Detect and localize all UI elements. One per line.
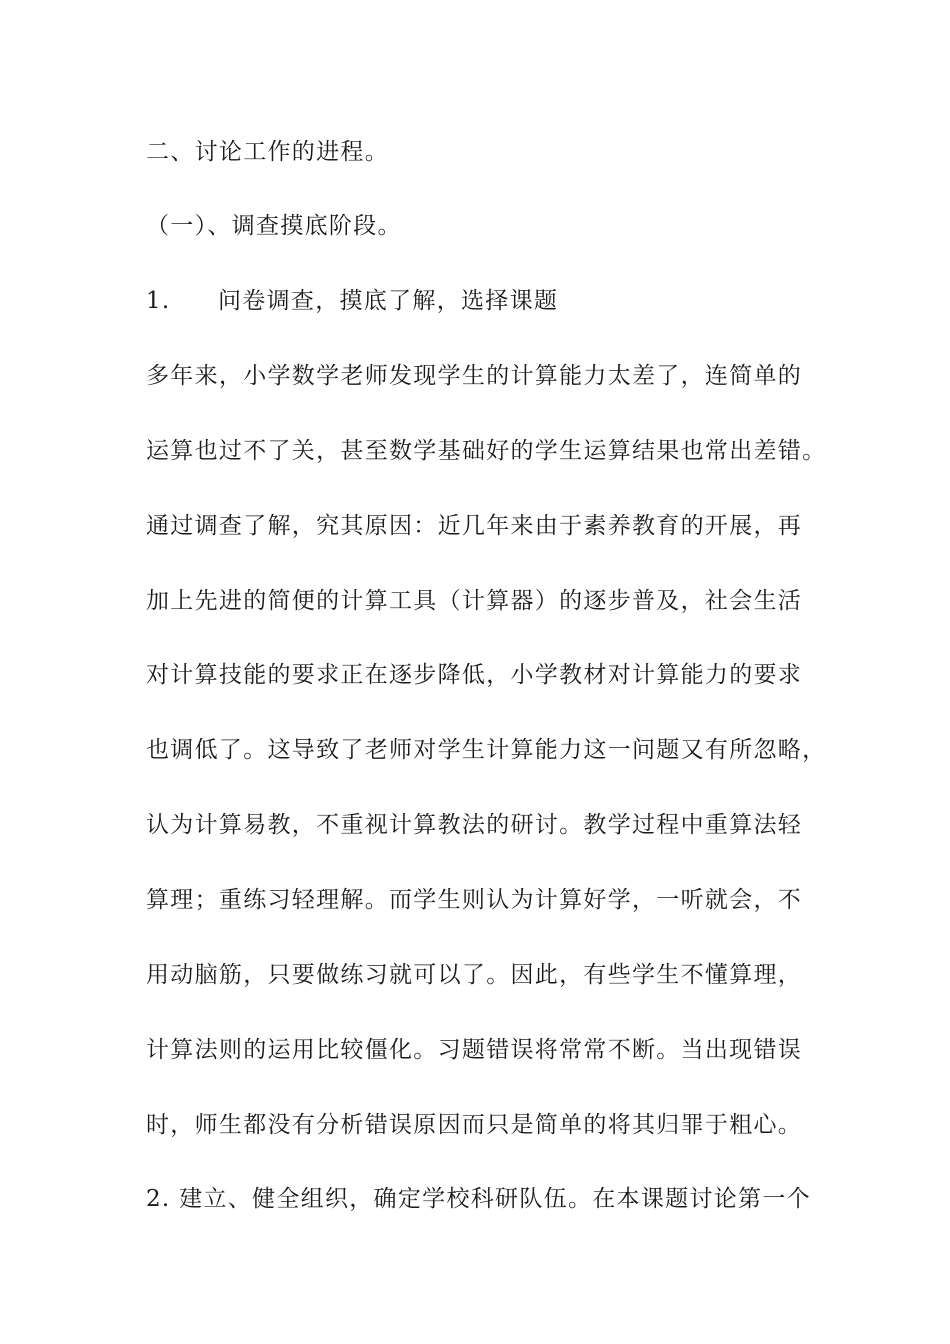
paragraph-line: 算理；重练习轻理解。而学生则认为计算好学，一听就会，不 <box>146 887 803 913</box>
list-item-text: 问卷调查，摸底了解，选择课题 <box>218 288 559 314</box>
paragraph-line: 加上先进的简便的计算工具（计算器）的逐步普及，社会生活 <box>146 588 803 614</box>
paragraph-line: 通过调查了解，究其原因：近几年来由于素养教育的开展，再 <box>146 513 803 539</box>
paragraph-line: 运算也过不了关，甚至数学基础好的学生运算结果也常出差错。 <box>146 438 827 464</box>
subsection-heading: （一）、调查摸底阶段。 <box>146 213 402 239</box>
list-item-2: 2. 建立、健全组织，确定学校科研队伍。在本课题讨论第一个 <box>146 1186 811 1212</box>
paragraph-line: 多年来，小学数学老师发现学生的计算能力太差了，连简单的 <box>146 363 803 389</box>
paragraph-line: 时，师生都没有分析错误原因而只是简单的将其归罪于粗心。 <box>146 1112 803 1138</box>
list-item-1 <box>146 286 846 316</box>
paragraph-line: 用动脑筋，只要做练习就可以了。因此，有些学生不懂算理， <box>146 962 803 988</box>
paragraph-line: 对计算技能的要求正在逐步降低，小学教材对计算能力的要求 <box>146 662 803 688</box>
paragraph-line: 计算法则的运用比较僵化。习题错误将常常不断。当出现错误 <box>146 1037 803 1063</box>
paragraph-line: 认为计算易教，不重视计算教法的研讨。教学过程中重算法轻 <box>146 812 803 838</box>
section-heading: 二、讨论工作的进程。 <box>146 139 389 165</box>
list-item-number: 1. <box>146 288 171 314</box>
paragraph-line: 也调低了。这导致了老师对学生计算能力这一问题又有所忽略， <box>146 737 827 763</box>
